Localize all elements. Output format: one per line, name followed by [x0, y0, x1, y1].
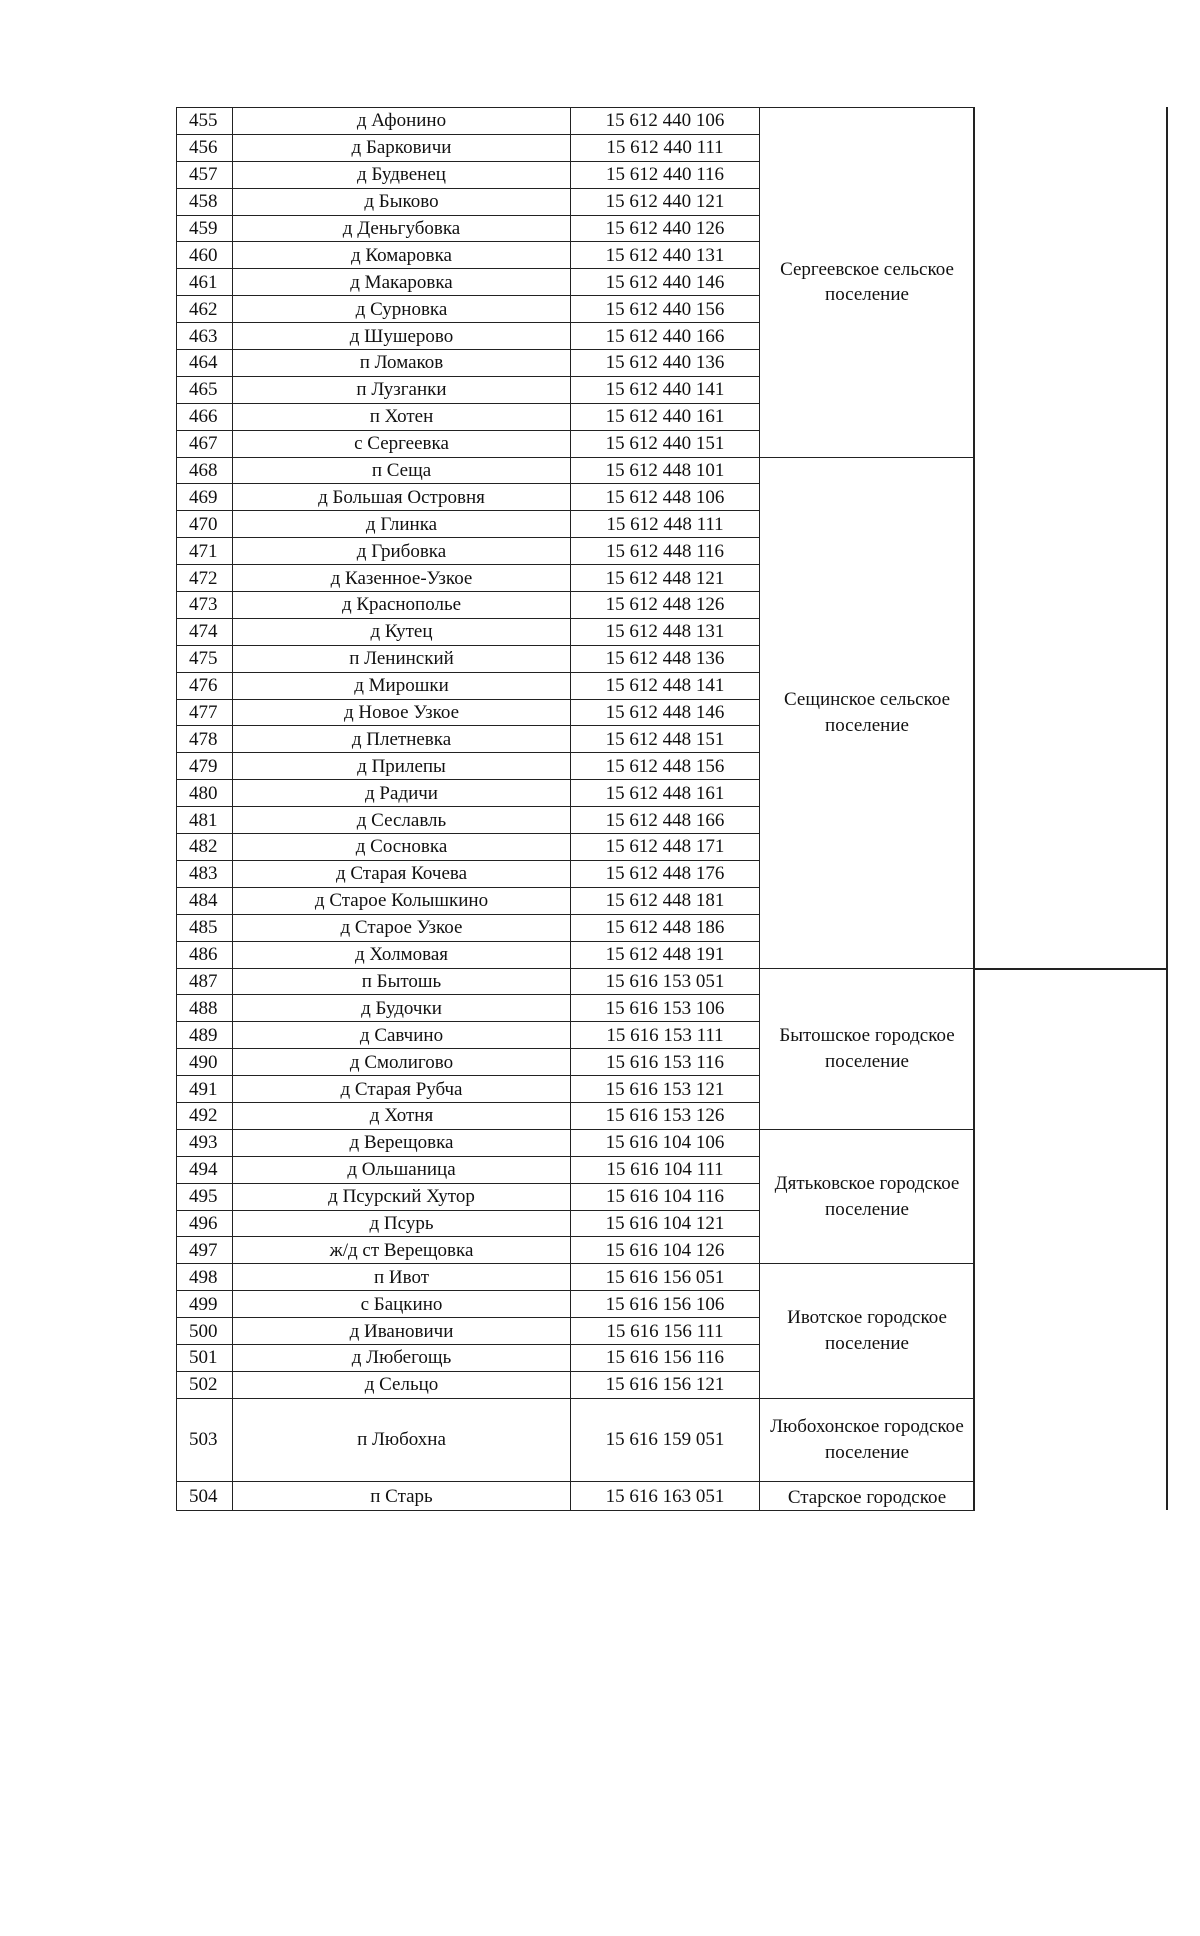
- oktmo-code: 15 612 448 156: [571, 753, 760, 780]
- oktmo-code: 15 612 440 141: [571, 376, 760, 403]
- locality-name: п Ломаков: [233, 350, 571, 377]
- locality-name: д Быково: [233, 188, 571, 215]
- row-number: 503: [177, 1398, 233, 1481]
- oktmo-code: 15 616 163 051: [571, 1481, 760, 1511]
- locality-name: д Будвенец: [233, 161, 571, 188]
- settlement-name: Старское городское: [760, 1481, 975, 1511]
- locality-name: п Ленинский: [233, 645, 571, 672]
- row-number: 464: [177, 350, 233, 377]
- oktmo-code: 15 612 448 186: [571, 914, 760, 941]
- table-row: [177, 1129, 975, 1156]
- row-number: 455: [177, 108, 233, 135]
- oktmo-code: 15 612 440 146: [571, 269, 760, 296]
- row-number: 466: [177, 403, 233, 430]
- locality-name: ж/д ст Верещовка: [233, 1237, 571, 1264]
- row-number: 497: [177, 1237, 233, 1264]
- locality-name: п Сеща: [233, 457, 571, 484]
- oktmo-code: 15 612 448 146: [571, 699, 760, 726]
- row-number: 501: [177, 1344, 233, 1371]
- oktmo-code: 15 612 440 151: [571, 430, 760, 457]
- locality-name: п Бытошь: [233, 968, 571, 995]
- oktmo-code: 15 612 448 191: [571, 941, 760, 968]
- table-row: [177, 1398, 975, 1481]
- locality-name: д Шушерово: [233, 323, 571, 350]
- oktmo-code: 15 612 440 136: [571, 350, 760, 377]
- locality-name: д Кутец: [233, 618, 571, 645]
- locality-name: д Ольшаница: [233, 1156, 571, 1183]
- oktmo-code: 15 612 448 131: [571, 618, 760, 645]
- oktmo-code: 15 616 156 111: [571, 1318, 760, 1345]
- oktmo-code: 15 616 153 106: [571, 995, 760, 1022]
- table-row: [177, 108, 975, 135]
- row-number: 473: [177, 592, 233, 619]
- row-number: 469: [177, 484, 233, 511]
- row-number: 480: [177, 780, 233, 807]
- table-row: [177, 457, 975, 484]
- oktmo-code: 15 612 448 151: [571, 726, 760, 753]
- oktmo-code: 15 612 440 116: [571, 161, 760, 188]
- oktmo-code: 15 612 448 171: [571, 834, 760, 861]
- oktmo-code: 15 616 104 116: [571, 1183, 760, 1210]
- row-number: 479: [177, 753, 233, 780]
- oktmo-code: 15 616 153 051: [571, 968, 760, 995]
- row-number: 499: [177, 1291, 233, 1318]
- oktmo-code: 15 612 440 166: [571, 323, 760, 350]
- row-number: 484: [177, 887, 233, 914]
- table-row: [177, 968, 975, 995]
- district-column-left-border: [973, 107, 975, 1510]
- settlements-table: [176, 107, 975, 1511]
- row-number: 488: [177, 995, 233, 1022]
- locality-name: д Большая Островня: [233, 484, 571, 511]
- oktmo-code: 15 612 440 126: [571, 215, 760, 242]
- row-number: 485: [177, 914, 233, 941]
- row-number: 487: [177, 968, 233, 995]
- row-number: 467: [177, 430, 233, 457]
- settlement-name: Ивотское городское поселение: [760, 1264, 975, 1398]
- oktmo-code: 15 616 153 116: [571, 1049, 760, 1076]
- row-number: 456: [177, 134, 233, 161]
- settlement-name: Любохонское городское поселение: [760, 1398, 975, 1481]
- district-separator-line: [973, 968, 1168, 970]
- table-row: [177, 1264, 975, 1291]
- row-number: 493: [177, 1129, 233, 1156]
- row-number: 482: [177, 834, 233, 861]
- locality-name: д Старая Кочева: [233, 860, 571, 887]
- row-number: 481: [177, 807, 233, 834]
- row-number: 463: [177, 323, 233, 350]
- settlement-name: Бытошское городское поселение: [760, 968, 975, 1129]
- locality-name: д Сеславль: [233, 807, 571, 834]
- oktmo-code: 15 612 448 101: [571, 457, 760, 484]
- row-number: 502: [177, 1371, 233, 1398]
- row-number: 475: [177, 645, 233, 672]
- locality-name: д Комаровка: [233, 242, 571, 269]
- settlement-name: Сещинское сельское поселение: [760, 457, 975, 968]
- oktmo-code: 15 612 448 111: [571, 511, 760, 538]
- locality-name: д Барковичи: [233, 134, 571, 161]
- oktmo-code: 15 612 440 106: [571, 108, 760, 135]
- row-number: 468: [177, 457, 233, 484]
- oktmo-code: 15 612 448 121: [571, 565, 760, 592]
- oktmo-code: 15 616 104 111: [571, 1156, 760, 1183]
- locality-name: д Плетневка: [233, 726, 571, 753]
- locality-name: д Ивановичи: [233, 1318, 571, 1345]
- oktmo-code: 15 616 156 121: [571, 1371, 760, 1398]
- oktmo-code: 15 612 448 176: [571, 860, 760, 887]
- oktmo-code: 15 616 159 051: [571, 1398, 760, 1481]
- row-number: 486: [177, 941, 233, 968]
- oktmo-code: 15 616 156 106: [571, 1291, 760, 1318]
- row-number: 483: [177, 860, 233, 887]
- locality-name: д Деньгубовка: [233, 215, 571, 242]
- locality-name: д Холмовая: [233, 941, 571, 968]
- oktmo-code: 15 612 448 181: [571, 887, 760, 914]
- row-number: 465: [177, 376, 233, 403]
- locality-name: д Любегощь: [233, 1344, 571, 1371]
- row-number: 471: [177, 538, 233, 565]
- row-number: 495: [177, 1183, 233, 1210]
- row-number: 492: [177, 1102, 233, 1129]
- locality-name: д Краснополье: [233, 592, 571, 619]
- oktmo-code: 15 612 448 166: [571, 807, 760, 834]
- locality-name: д Старая Рубча: [233, 1076, 571, 1103]
- settlement-name: Сергеевское сельское поселение: [760, 108, 975, 458]
- locality-name: д Псурь: [233, 1210, 571, 1237]
- row-number: 472: [177, 565, 233, 592]
- row-number: 474: [177, 618, 233, 645]
- oktmo-code: 15 616 104 126: [571, 1237, 760, 1264]
- row-number: 470: [177, 511, 233, 538]
- locality-name: п Любохна: [233, 1398, 571, 1481]
- row-number: 504: [177, 1481, 233, 1511]
- row-number: 490: [177, 1049, 233, 1076]
- oktmo-code: 15 616 153 111: [571, 1022, 760, 1049]
- locality-name: д Новое Узкое: [233, 699, 571, 726]
- row-number: 496: [177, 1210, 233, 1237]
- locality-name: д Старое Узкое: [233, 914, 571, 941]
- row-number: 476: [177, 672, 233, 699]
- locality-name: д Макаровка: [233, 269, 571, 296]
- row-number: 489: [177, 1022, 233, 1049]
- locality-name: д Радичи: [233, 780, 571, 807]
- table-row: [177, 1481, 975, 1511]
- settlement-name: Дятьковское городское поселение: [760, 1129, 975, 1263]
- row-number: 457: [177, 161, 233, 188]
- locality-name: д Грибовка: [233, 538, 571, 565]
- page-right-border: [1166, 107, 1168, 1510]
- locality-name: д Глинка: [233, 511, 571, 538]
- locality-name: д Будочки: [233, 995, 571, 1022]
- locality-name: д Казенное-Узкое: [233, 565, 571, 592]
- row-number: 460: [177, 242, 233, 269]
- locality-name: д Мирошки: [233, 672, 571, 699]
- row-number: 458: [177, 188, 233, 215]
- locality-name: д Савчино: [233, 1022, 571, 1049]
- oktmo-code: 15 612 440 156: [571, 296, 760, 323]
- row-number: 498: [177, 1264, 233, 1291]
- row-number: 461: [177, 269, 233, 296]
- locality-name: п Старь: [233, 1481, 571, 1511]
- locality-name: д Прилепы: [233, 753, 571, 780]
- locality-name: с Сергеевка: [233, 430, 571, 457]
- oktmo-code: 15 612 448 106: [571, 484, 760, 511]
- locality-name: д Старое Колышкино: [233, 887, 571, 914]
- row-number: 459: [177, 215, 233, 242]
- oktmo-code: 15 616 153 121: [571, 1076, 760, 1103]
- locality-name: д Псурский Хутор: [233, 1183, 571, 1210]
- oktmo-code: 15 612 448 141: [571, 672, 760, 699]
- oktmo-code: 15 616 104 106: [571, 1129, 760, 1156]
- oktmo-code: 15 612 448 136: [571, 645, 760, 672]
- locality-name: д Хотня: [233, 1102, 571, 1129]
- oktmo-code: 15 612 440 131: [571, 242, 760, 269]
- oktmo-code: 15 616 153 126: [571, 1102, 760, 1129]
- locality-name: п Ивот: [233, 1264, 571, 1291]
- oktmo-code: 15 616 156 051: [571, 1264, 760, 1291]
- oktmo-code: 15 612 448 126: [571, 592, 760, 619]
- locality-name: д Сосновка: [233, 834, 571, 861]
- oktmo-code: 15 616 156 116: [571, 1344, 760, 1371]
- locality-name: д Афонино: [233, 108, 571, 135]
- oktmo-code: 15 616 104 121: [571, 1210, 760, 1237]
- row-number: 478: [177, 726, 233, 753]
- oktmo-code: 15 612 440 161: [571, 403, 760, 430]
- row-number: 494: [177, 1156, 233, 1183]
- oktmo-code: 15 612 448 116: [571, 538, 760, 565]
- locality-name: д Смолигово: [233, 1049, 571, 1076]
- locality-name: п Хотен: [233, 403, 571, 430]
- settlements-table-body: [177, 108, 975, 1511]
- row-number: 477: [177, 699, 233, 726]
- row-number: 491: [177, 1076, 233, 1103]
- locality-name: с Бацкино: [233, 1291, 571, 1318]
- oktmo-code: 15 612 448 161: [571, 780, 760, 807]
- locality-name: д Сельцо: [233, 1371, 571, 1398]
- oktmo-code: 15 612 440 111: [571, 134, 760, 161]
- locality-name: п Лузганки: [233, 376, 571, 403]
- row-number: 462: [177, 296, 233, 323]
- locality-name: д Сурновка: [233, 296, 571, 323]
- oktmo-code: 15 612 440 121: [571, 188, 760, 215]
- row-number: 500: [177, 1318, 233, 1345]
- locality-name: д Верещовка: [233, 1129, 571, 1156]
